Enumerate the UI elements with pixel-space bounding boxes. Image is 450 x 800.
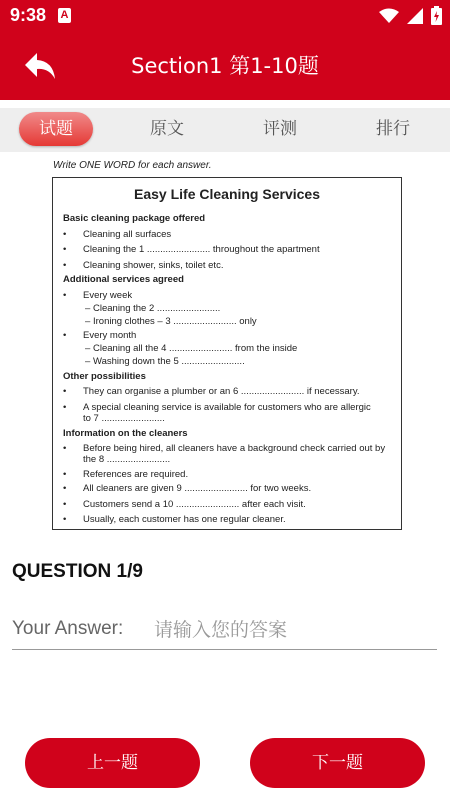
bullet-icon: • [63, 514, 67, 525]
answer-row [12, 614, 437, 650]
question-counter: QUESTION 1/9 [12, 561, 143, 582]
bullet-icon: • [63, 290, 67, 301]
tab-ranking[interactable]: 排行 [376, 119, 410, 139]
bullet-icon: • [63, 483, 67, 494]
page-title: Section1 第1-10题 [131, 54, 319, 78]
sheet-title: Easy Life Cleaning Services [134, 186, 320, 202]
bullet-icon: • [63, 386, 67, 397]
signal-icon [407, 8, 423, 24]
wifi-icon [379, 8, 399, 24]
section-heading: Additional services agreed [63, 274, 184, 285]
status-icons [379, 6, 442, 25]
status-time: 9:38 [10, 5, 47, 25]
tab-evaluation[interactable]: 评测 [263, 119, 297, 139]
dash-icon: – [85, 303, 91, 314]
bullet-icon: • [63, 499, 67, 510]
status-bar [0, 0, 450, 32]
tab-questions[interactable]: 试题 [19, 112, 93, 146]
bullet-icon: • [63, 443, 67, 454]
bullet-icon: • [63, 260, 67, 271]
section-heading: Information on the cleaners [63, 428, 188, 439]
bullet-icon: • [63, 469, 67, 480]
bullet-icon: • [63, 330, 67, 341]
answer-label: Your Answer: [12, 618, 124, 639]
section-heading: Other possibilities [63, 371, 146, 382]
battery-icon [431, 6, 442, 25]
dash-icon: – [85, 356, 91, 367]
notification-icon: A [58, 8, 71, 23]
bullet-icon: • [63, 244, 67, 255]
dash-icon: – [85, 316, 91, 327]
bullet-icon: • [63, 229, 67, 240]
question-sheet: Easy Life Cleaning Services Basic cleaning package offered • Cleaning all surfaces • Cleaning the 1 ........................ throughout the apartment • Cleaning shower, sinks, toilet etc. Additional services agreed • Every week – Cleaning the 2 ........................ – Ironing clothes – 3 ........................ only • Every month – Cleaning all the 4 ........................ from the inside – Washing down the 5 ........................ Other possibilities • They can organise a plumber or an 6 ........................ if necessary. • A special cleaning service is available for customers who are allergic to 7 ........................ Information on the cleaners • Before being hired, all cleaners have a background check carried out by the 8 ........................ • References are required. • All cleaners are given 9 ........................ for two weeks. • Customers send a 10 ........................ after each visit. • Usually, each customer has one regular cleaner. [52, 177, 402, 530]
app-header [0, 0, 450, 100]
instruction-text: Write ONE WORD for each answer. [53, 160, 212, 171]
prev-question-button[interactable]: 上一题 [25, 738, 200, 788]
next-question-button[interactable]: 下一题 [250, 738, 425, 788]
tab-transcript[interactable]: 原文 [150, 119, 184, 139]
bullet-icon: • [63, 402, 67, 413]
dash-icon: – [85, 343, 91, 354]
answer-input[interactable] [154, 614, 434, 646]
tab-bar [0, 108, 450, 152]
section-heading: Basic cleaning package offered [63, 213, 206, 224]
